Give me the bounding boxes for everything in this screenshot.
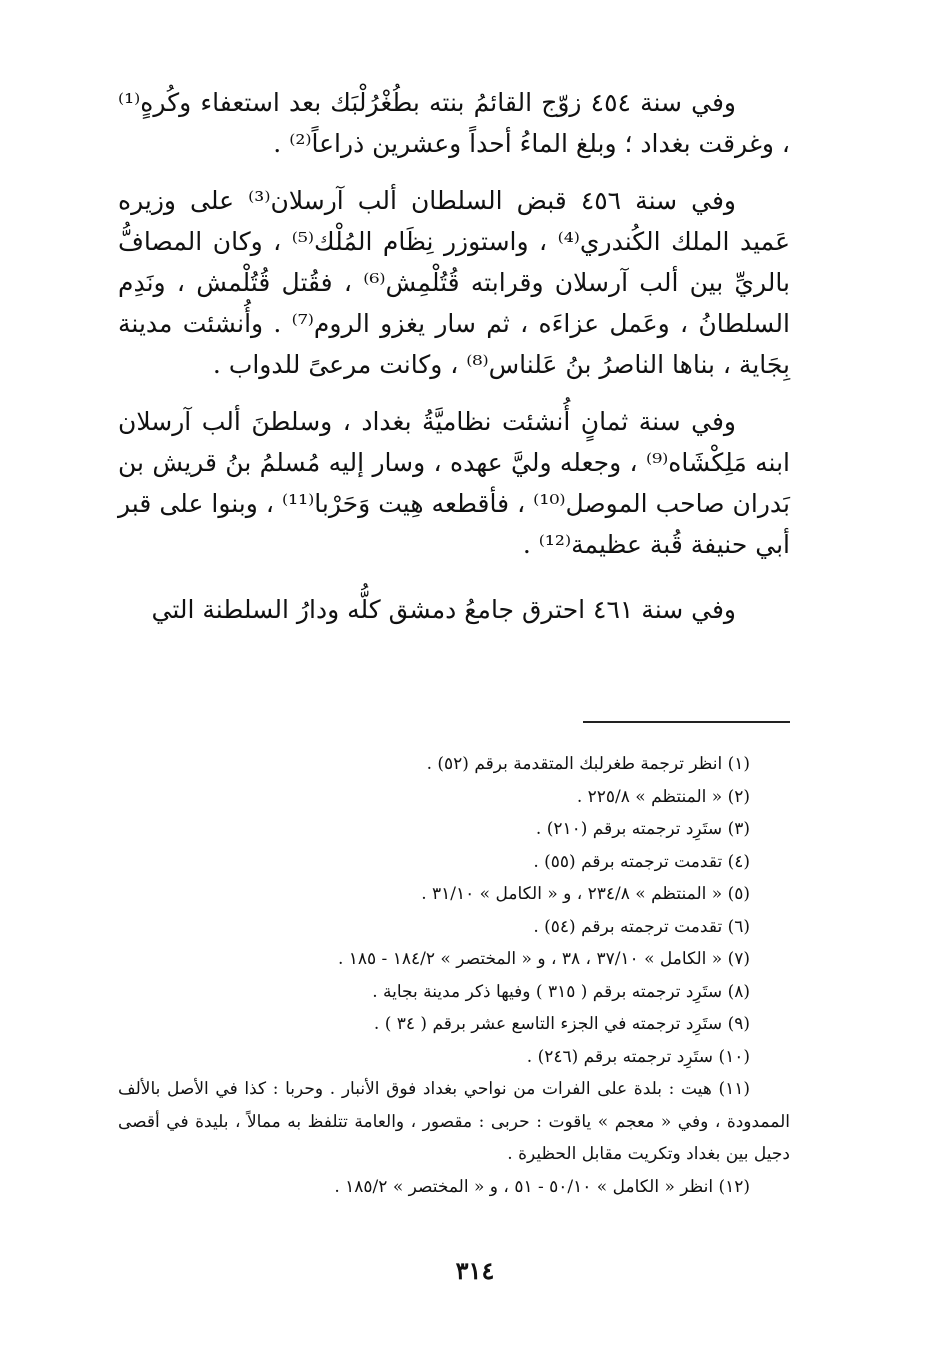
paragraph-458: وفي سنة ثمانٍ أُنشئت نظاميَّةُ بغداد ، وسلطنَ ألب آرسلان ابنه مَلِكْشَاه⁽⁹⁾ ، وجعله وليَّ عهده ، وسار إليه مُسلمُ بنُ قريش بن بَدران صاحب الموصل⁽¹⁰⁾ ، فأقطعه هِيت وَحَرْبا⁽¹¹⁾ ، وبنوا على قبر أبي حنيفة قُبة عظيمة⁽¹²⁾ . (118, 407, 791, 559)
footnote-8: (٨) ستَرِد ترجمته برقم ( ٣١٥ ) وفيها ذكر مدينة بجاية . (372, 981, 750, 1002)
footnote-11: (١١) هيت : بلدة على الفرات من نواحي بغداد فوق الأنبار . وحربا : كذا في الأصل بالألف الممدودة ، وفي « معجم » ياقوت : حربى : مقصور ، والعامة تتلفظ به ممالاً ، بليدة في أقصى دجيل بين بغداد وتكريت مقابل الحظيرة . (118, 1079, 790, 1164)
footnote-1: (١) انظر ترجمة طغرلبك المتقدمة برقم (٥٢) . (426, 754, 750, 774)
footnote-7: (٧) « الكامل » ٣٧/١٠ ، ٣٨ ، و « المختصر » ١٨٤/٢ - ١٨٥ . (337, 949, 750, 969)
paragraph-456: وفي سنة ٤٥٦ قبض السلطان ألب آرسلان⁽³⁾ على وزيره عَميد الملك الكُندري⁽⁴⁾ ، واستوزر نِظَام المُلْك⁽⁵⁾ ، وكان المصافُّ بالريِّ بين ألب آرسلان وقرابته قُتُلْمِش⁽⁶⁾ ، فقُتل قُتُلْمش ، ونَدِم السلطانُ ، وعَمل عزاءَه ، ثم سار يغزو الروم⁽⁷⁾ . وأُنشئت مدينة بِجَاية ، بناها الناصرُ بنُ عَلناس⁽⁸⁾ ، وكانت مرعىً للدواب . (118, 186, 791, 379)
footnote-4: (٤) تقدمت ترجمته برقم (٥٥) . (533, 851, 750, 872)
page-number: ٣١٤ (455, 1256, 495, 1285)
footnotes (118, 748, 790, 1203)
footnote-2: (٢) « المنتظم » ٢٢٥/٨ . (576, 786, 750, 807)
footnote-5: (٥) « المنتظم » ٢٣٤/٨ ، و « الكامل » ٣١/١٠ . (421, 884, 750, 904)
footnote-6: (٦) تقدمت ترجمته برقم (٥٤) . (533, 916, 750, 937)
main-text (118, 82, 790, 646)
footnote-10: (١٠) ستَرِد ترجمته برقم (٢٤٦) . (526, 1046, 750, 1067)
footnote-separator (583, 721, 790, 723)
paragraph-461: وفي سنة ٤٦١ احترق جامعُ دمشق كلُّه ودارُ السلطنة التي (151, 595, 736, 624)
paragraph-454: وفي سنة ٤٥٤ زوّج القائمُ بنته بطُغْرُلْبَك بعد استعفاء وكُرهٍ⁽¹⁾ ، وغرقت بغداد ؛ وبلغ الماءُ أحداً وعشرين ذراعاً⁽²⁾ . (118, 88, 790, 158)
footnote-3: (٣) ستَرِد ترجمته برقم (٢١٠) . (535, 819, 750, 839)
footnote-9: (٩) ستَرِد ترجمته في الجزء التاسع عشر برقم ( ٣٤ ) . (373, 1014, 750, 1034)
footnote-12: (١٢) انظر « الكامل » ٥٠/١٠ - ٥١ ، و « المختصر » ١٨٥/٢ . (334, 1176, 750, 1197)
